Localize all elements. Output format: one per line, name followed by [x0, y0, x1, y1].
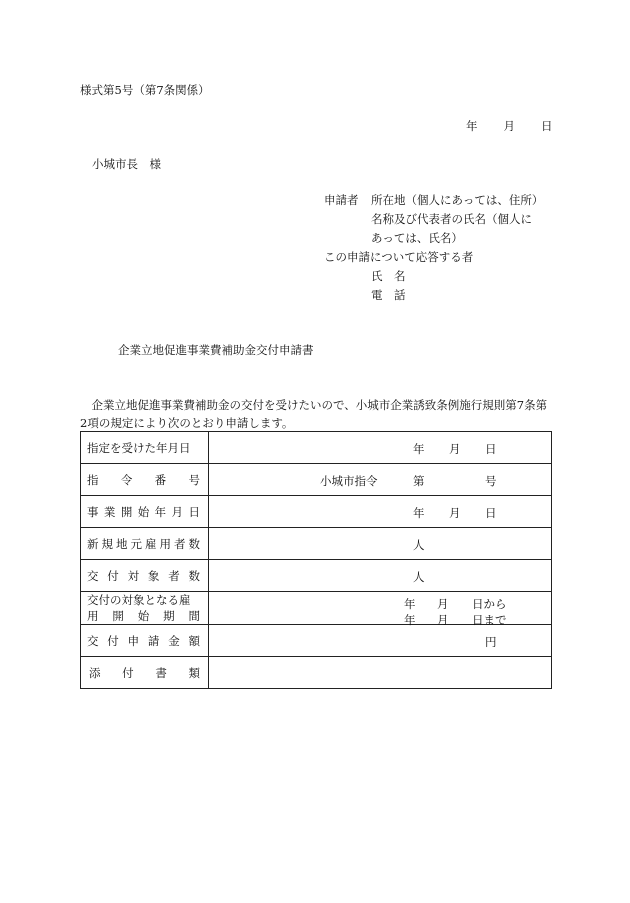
label-char: 象: [147, 568, 160, 583]
date-month: 月: [503, 119, 515, 133]
period-to-day: 日まで: [472, 613, 507, 627]
date-day: 日: [541, 119, 553, 133]
label-char: 日: [188, 504, 200, 519]
start-month: 月: [449, 506, 461, 520]
label-char: 者: [168, 568, 180, 583]
value-designation-number[interactable]: [209, 464, 552, 496]
label-char: 規: [101, 536, 113, 551]
value-requested-amount[interactable]: [209, 625, 552, 657]
application-table: [80, 431, 552, 689]
label-char: 事: [87, 504, 99, 519]
hires-unit: 人: [413, 538, 425, 552]
period-to-month: 月: [437, 613, 449, 627]
value-business-start[interactable]: [209, 496, 552, 528]
designation-year: 年: [413, 442, 425, 456]
row-designation-date: [81, 432, 552, 464]
label-char: 指: [87, 472, 99, 487]
label-char: 元: [130, 536, 142, 551]
label-char: 添: [89, 665, 101, 680]
label-designation-number: [81, 464, 209, 496]
label-char: 付: [107, 633, 119, 648]
eligible-unit: 人: [413, 570, 425, 584]
label-char: 号: [188, 472, 200, 487]
period-from-year: 年: [404, 597, 416, 611]
label-char: 始: [137, 504, 150, 519]
period-from-month: 月: [437, 597, 449, 611]
applicant-name-line2: あっては、氏名）: [371, 231, 463, 245]
label-char: 雇: [145, 536, 157, 551]
label-char: 月: [171, 504, 184, 519]
label-char: 額: [188, 633, 200, 648]
value-eligible-persons[interactable]: [209, 560, 552, 592]
contact-person-label: この申請について応答する者: [324, 250, 474, 264]
label-char: 地: [116, 536, 128, 551]
row-attachments: [81, 657, 552, 689]
label-char: 令: [120, 472, 133, 487]
value-employment-period[interactable]: [209, 592, 552, 625]
label-char: 始: [137, 609, 150, 623]
label-char: 新: [87, 536, 99, 551]
label-char: 開: [112, 609, 124, 623]
row-business-start: [81, 496, 552, 528]
form-number: 様式第5号（第7条関係）: [80, 83, 210, 97]
start-day: 日: [485, 506, 497, 520]
label-line1: 交付の対象となる雇: [87, 593, 191, 607]
contact-phone: 電 話: [371, 288, 406, 302]
start-year: 年: [413, 506, 425, 520]
row-employment-period: [81, 592, 552, 625]
applicant-name-line1: 名称及び代表者の氏名（個人に: [371, 212, 532, 226]
designation-dai: 第: [413, 474, 425, 488]
applicant-location: 所在地（個人にあっては、住所）: [371, 193, 544, 207]
label-char: 数: [188, 568, 200, 583]
submission-date: [466, 118, 553, 134]
label-char: 業: [103, 504, 116, 519]
addressee: 小城市長 様: [92, 157, 161, 171]
designation-month: 月: [449, 442, 461, 456]
period-from-day: 日から: [472, 597, 507, 611]
label-char: 交: [87, 633, 99, 648]
document-title: 企業立地促進事業費補助金交付申請書: [118, 343, 314, 357]
designation-prefix: 小城市指令: [320, 474, 378, 488]
label-char: 請: [147, 633, 160, 648]
label-new-local-hires: [81, 528, 209, 560]
label-requested-amount: [81, 625, 209, 657]
application-statement: 企業立地促進事業費補助金の交付を受けたいので、小城市企業誘致条例施行規則第7条第2項の規定により次のとおり申請します。: [80, 398, 548, 430]
label-char: 年: [154, 504, 167, 519]
label-char: 付: [122, 665, 134, 680]
label-attachments: [81, 657, 209, 689]
label-char: 交: [87, 568, 99, 583]
row-designation-number: [81, 464, 552, 496]
period-to-year: 年: [404, 613, 416, 627]
label-char: 間: [188, 609, 200, 623]
designation-day: 日: [485, 442, 497, 456]
row-new-local-hires: [81, 528, 552, 560]
label-char: 付: [107, 568, 119, 583]
row-requested-amount: [81, 625, 552, 657]
label-char: 書: [155, 665, 167, 680]
label-char: 対: [127, 568, 140, 583]
label-business-start: [81, 496, 209, 528]
date-year: 年: [466, 119, 478, 133]
label-employment-period: [81, 592, 209, 625]
designation-go: 号: [485, 474, 497, 488]
label-char: 開: [120, 504, 133, 519]
contact-name: 氏 名: [371, 269, 406, 283]
label-char: 類: [188, 665, 200, 680]
amount-unit: 円: [485, 635, 497, 649]
label-char: 申: [127, 633, 140, 648]
label-char: 用: [159, 536, 171, 551]
label-char: 者: [174, 536, 186, 551]
label-char: 番: [154, 472, 167, 487]
applicant-label: 申請者: [324, 193, 359, 207]
label-designation-date: 指定を受けた年月日: [81, 432, 209, 464]
label-char: 数: [188, 536, 200, 551]
value-designation-date[interactable]: [209, 432, 552, 464]
label-char: 用: [87, 609, 99, 623]
label-char: 金: [168, 633, 180, 648]
value-new-local-hires[interactable]: [209, 528, 552, 560]
value-attachments[interactable]: [209, 657, 552, 689]
row-eligible-persons: [81, 560, 552, 592]
label-eligible-persons: [81, 560, 209, 592]
label-char: 期: [163, 609, 175, 623]
